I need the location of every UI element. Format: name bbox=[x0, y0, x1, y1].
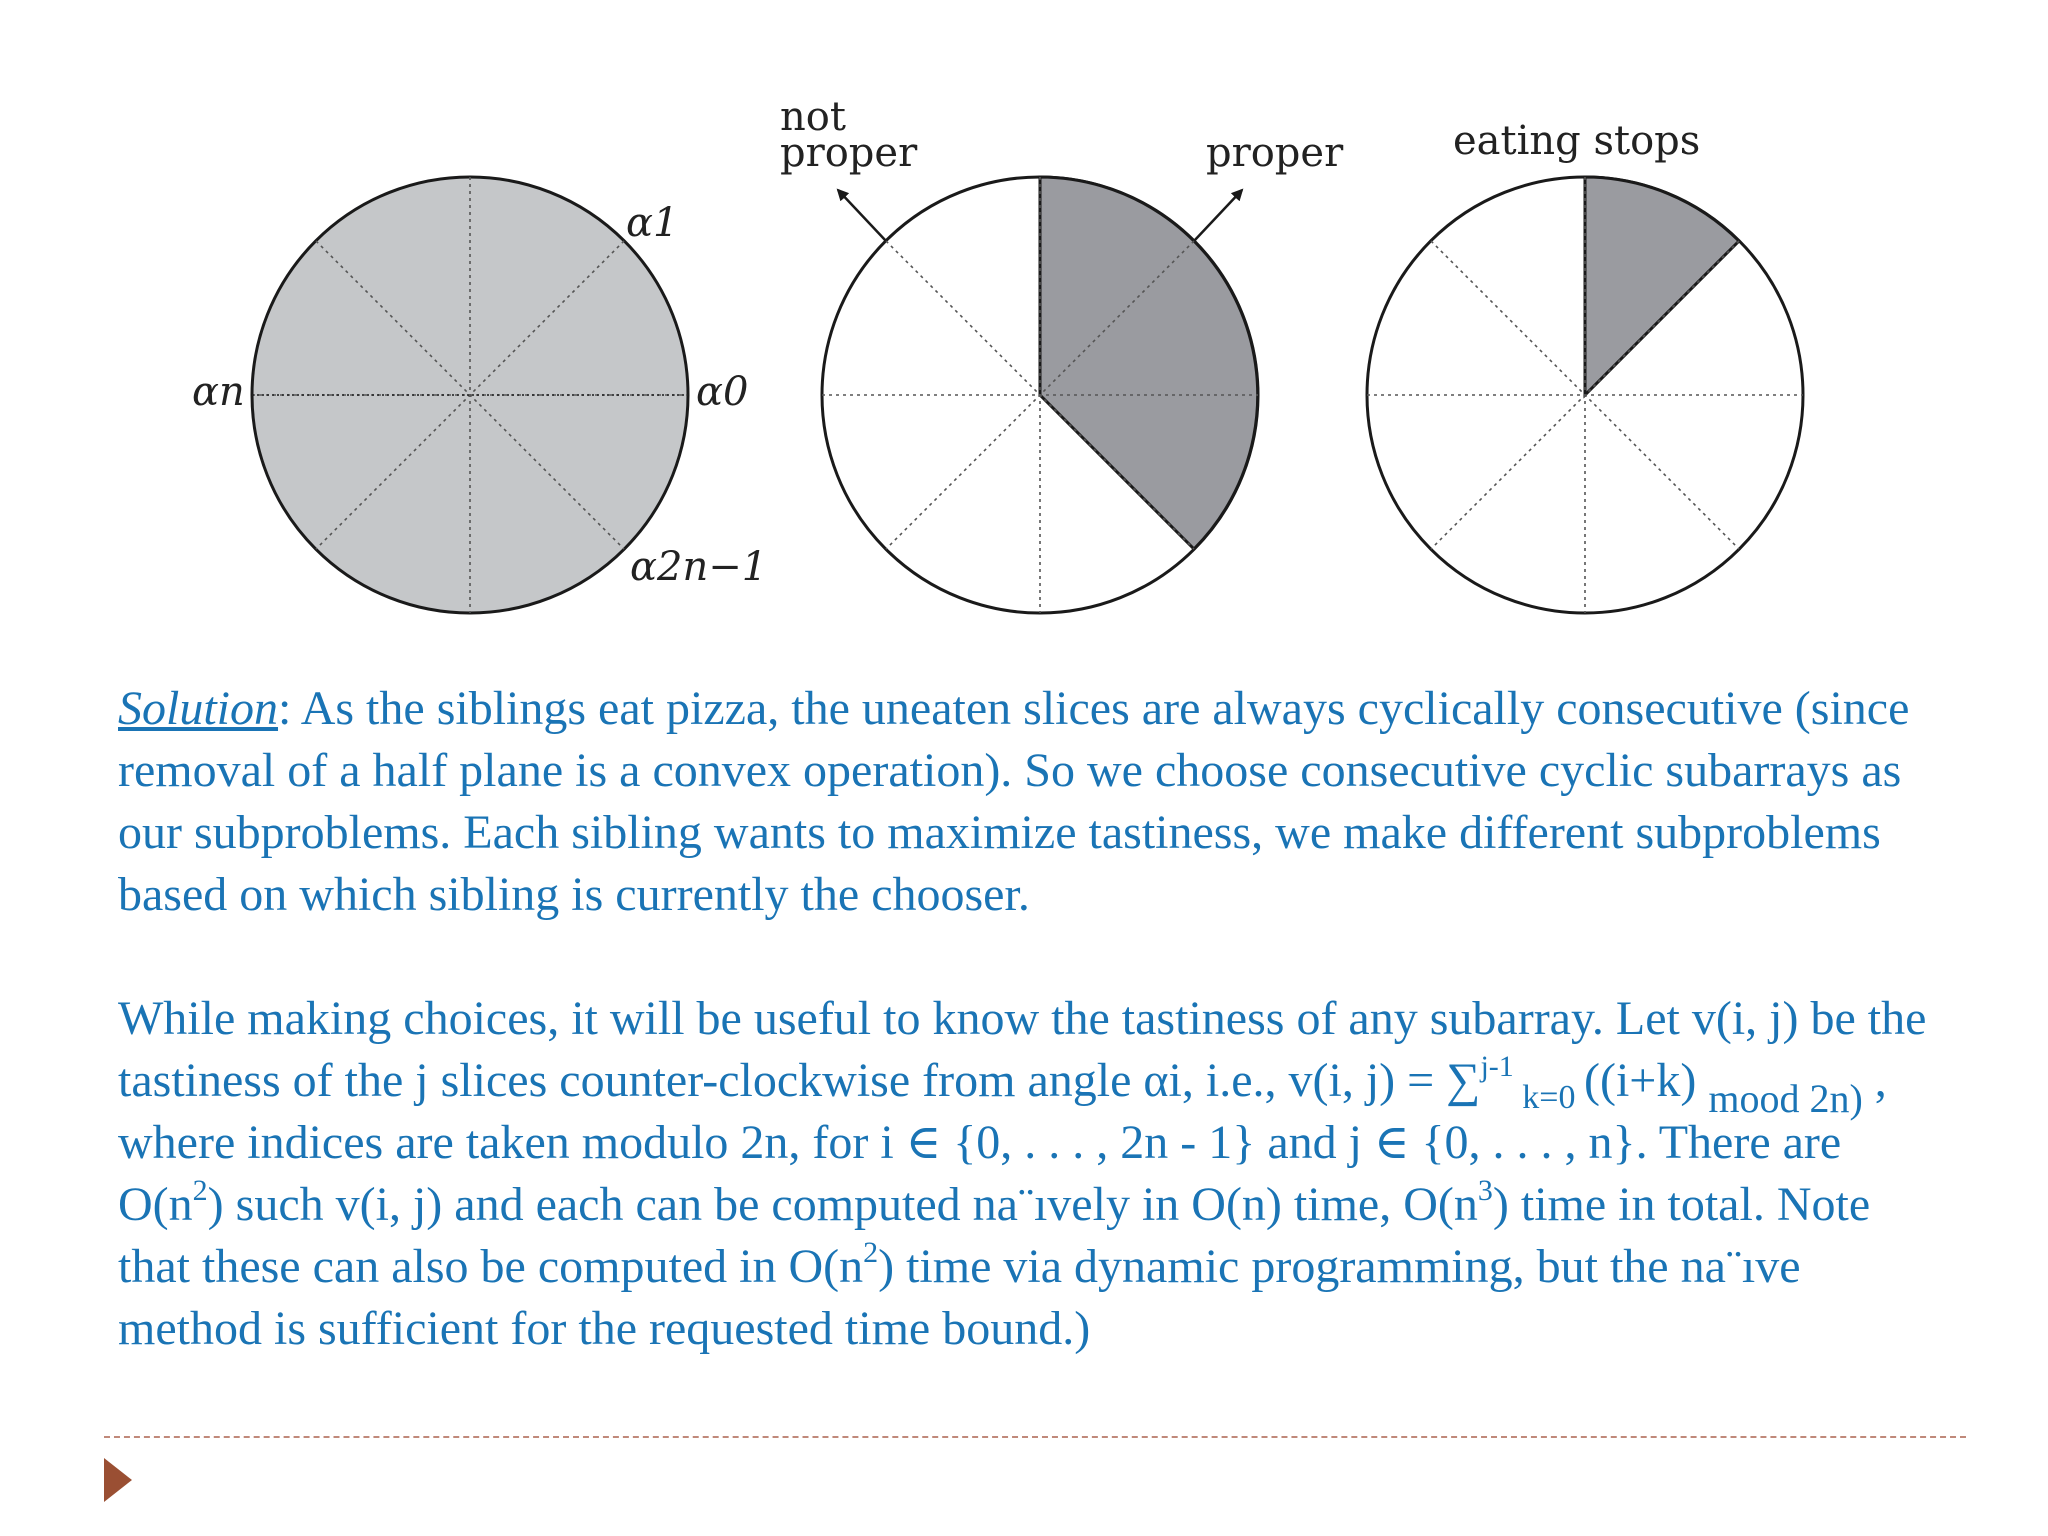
solution-body: : As the siblings eat pizza, the uneaten slices are always cyclically consecutive (since removal of a half plane is a convex operation). So we choose consecutive cyclic subarrays as our subproblems. Each sibling wants to maximize tastiness, we make different subproblems based on which sibling is currently the chooser. bbox=[118, 682, 1910, 921]
sum-lower-limit: k=0 bbox=[1513, 1079, 1584, 1116]
footer-divider bbox=[104, 1436, 1966, 1438]
exponent-3: 3 bbox=[1477, 1174, 1493, 1207]
solution-text bbox=[118, 678, 1948, 1360]
solution-paragraph bbox=[118, 678, 1948, 926]
pizza-diagram bbox=[0, 0, 2048, 640]
tastiness-text-b: ((i+k) bbox=[1583, 1054, 1709, 1107]
not-proper-label: proper bbox=[780, 130, 918, 176]
exponent-2-a: 2 bbox=[192, 1174, 208, 1207]
tastiness-text-c: , where indices are taken modulo 2n, for i ∈ {0, . . . , 2n - 1} and j ∈ {0, . . . , n}. There are O(n bbox=[118, 1054, 1887, 1231]
proper-arrow bbox=[1194, 190, 1242, 241]
eating-stops-circle bbox=[1367, 118, 1803, 613]
tastiness-text-f: ) time via dynamic programming, but the na¨ıve method is sufficient for the requested time bound.) bbox=[118, 1240, 1801, 1355]
proper-label: proper bbox=[1206, 130, 1344, 176]
solution-label: Solution bbox=[118, 682, 279, 735]
footer-triangle-icon bbox=[104, 1458, 132, 1502]
tastiness-text-a: While making choices, it will be useful to know the tastiness of any subarray. Let v(i, j) be the tastiness of the j slices counter-clockwise from angle αi, i.e., v(i, j) = ∑ bbox=[118, 992, 1927, 1107]
tastiness-text-e: ) time in total. Note that these can also be computed in O(n bbox=[118, 1178, 1871, 1293]
tastiness-paragraph bbox=[118, 988, 1948, 1360]
alpha-0-label: α0 bbox=[696, 369, 749, 415]
sum-upper-limit: j-1 bbox=[1480, 1050, 1514, 1083]
not-proper-arrow bbox=[838, 190, 886, 241]
full-pizza-circle bbox=[192, 177, 767, 613]
mood-subscript: mood 2n) bbox=[1708, 1076, 1863, 1121]
eating-stops-label: eating stops bbox=[1453, 118, 1701, 164]
alpha-1-label: α1 bbox=[626, 200, 679, 246]
alpha-2n-minus-1-label: α2n−1 bbox=[630, 544, 768, 590]
alpha-n-label: αn bbox=[192, 369, 245, 415]
exponent-2-b: 2 bbox=[863, 1236, 879, 1269]
proper-cut-circle bbox=[780, 94, 1344, 613]
not-label: not bbox=[780, 94, 846, 140]
tastiness-text-d: ) such v(i, j) and each can be computed na¨ıvely in O(n) time, O(n bbox=[207, 1178, 1478, 1231]
